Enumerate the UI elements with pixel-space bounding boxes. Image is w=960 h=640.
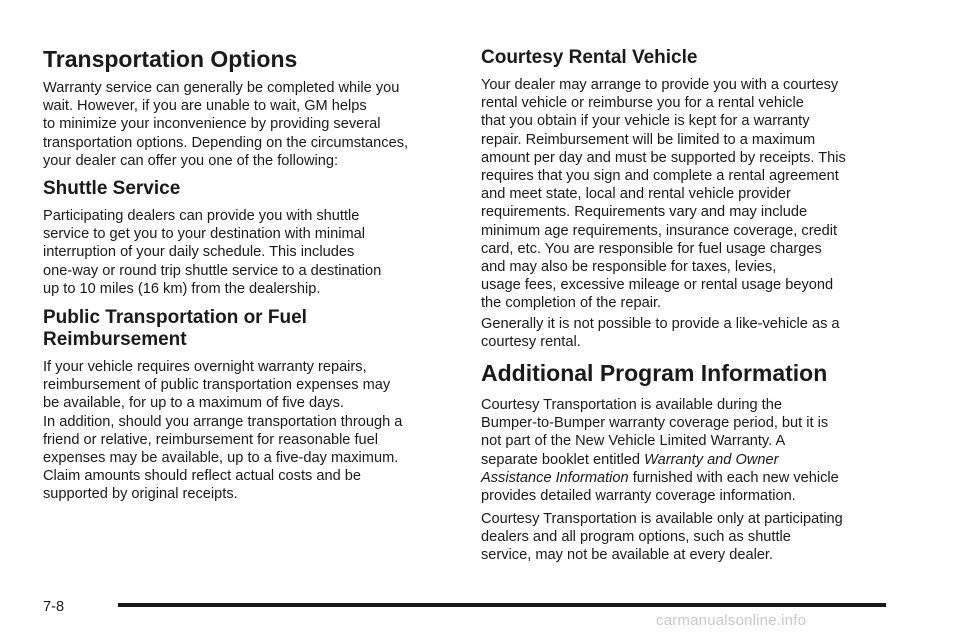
public-transportation-paragraph: [43, 358, 402, 504]
text-line: amount per day and must be supported by receipts. This: [481, 149, 846, 166]
footer-rule: [118, 603, 886, 607]
text-line: minimum age requirements, insurance coverage, credit: [481, 222, 838, 239]
additional-paragraph-2: [481, 510, 843, 565]
additional-paragraph: [481, 396, 839, 505]
text-line: usage fees, excessive mileage or rental usage beyond: [481, 277, 834, 294]
text-line: Bumper-to-Bumper warranty coverage period, but it is: [481, 415, 829, 432]
text-line: service to get you to your destination with minimal: [43, 226, 366, 243]
heading-line: Public Transportation or Fuel: [43, 307, 307, 328]
text-line: service, may not be available at every dealer.: [481, 547, 774, 564]
text-line: one-way or round trip shuttle service to a destination: [43, 262, 382, 279]
section-title-additional-program-information: Additional Program Information: [481, 360, 828, 386]
rental-paragraph-2: [481, 315, 840, 351]
text-plain: separate booklet entitled: [481, 451, 645, 468]
text-line: the completion of the repair.: [481, 295, 662, 312]
text-line: that you obtain if your vehicle is kept for a warranty: [481, 113, 810, 130]
text-line: provides detailed warranty coverage information.: [481, 488, 796, 505]
text-line: and may also be responsible for taxes, levies,: [481, 259, 777, 276]
text-line: [481, 469, 839, 487]
text-line: Courtesy Transportation is available during the: [481, 397, 782, 413]
text-line: and meet state, local and rental vehicle provider: [481, 186, 791, 203]
text-line: Courtesy Transportation is available only at participating: [481, 511, 843, 527]
heading-shuttle-service: Shuttle Service: [43, 178, 181, 199]
text-line: If your vehicle requires overnight warranty repairs,: [43, 359, 367, 375]
section-title-transportation-options: Transportation Options: [43, 46, 298, 72]
text-line: Warranty service can generally be completed while you: [43, 80, 400, 96]
text-line: transportation options. Depending on the circumstances,: [43, 134, 409, 151]
text-line: courtesy rental.: [481, 334, 581, 351]
text-line: dealers and all program options, such as shuttle: [481, 529, 791, 546]
text-line: your dealer can offer you one of the following:: [43, 152, 339, 169]
rental-paragraph: [481, 76, 846, 313]
booklet-title-italic: Assistance Information: [481, 469, 629, 486]
text-line: In addition, should you arrange transportation through a: [43, 413, 403, 430]
text-line: friend or relative, reimbursement for reasonable fuel: [43, 431, 379, 448]
intro-paragraph: [43, 79, 408, 170]
text-line: requirements. Requirements vary and may include: [481, 204, 808, 221]
shuttle-paragraph: [43, 207, 381, 298]
watermark: carmanualsonline.info: [656, 612, 807, 629]
text-line: Participating dealers can provide you with shuttle: [43, 208, 360, 224]
text-line: rental vehicle or reimburse you for a rental vehicle: [481, 95, 804, 112]
text-line: Claim amounts should reflect actual costs and be: [43, 468, 361, 485]
heading-public-transportation: [43, 307, 307, 351]
text-line: Generally it is not possible to provide a like-vehicle as a: [481, 316, 840, 332]
heading-line: Reimbursement: [43, 329, 187, 350]
heading-courtesy-rental-vehicle: Courtesy Rental Vehicle: [481, 47, 698, 68]
text-line: to minimize your inconvenience by providing several: [43, 116, 381, 133]
text-line: up to 10 miles (16 km) from the dealership.: [43, 280, 321, 297]
text-plain: furnished with each new vehicle: [628, 469, 839, 486]
booklet-title-italic: Warranty and Owner: [644, 451, 779, 468]
text-line: interruption of your daily schedule. This includes: [43, 244, 355, 261]
text-line: repair. Reimbursement will be limited to a maximum: [481, 131, 816, 148]
text-line: card, etc. You are responsible for fuel usage charges: [481, 240, 822, 257]
text-line: [481, 451, 839, 469]
text-line: wait. However, if you are unable to wait, GM helps: [43, 98, 367, 115]
text-line: supported by original receipts.: [43, 486, 238, 503]
text-line: not part of the New Vehicle Limited Warranty. A: [481, 433, 786, 450]
text-line: reimbursement of public transportation expenses may: [43, 377, 391, 394]
text-line: expenses may be available, up to a five-day maximum.: [43, 450, 399, 467]
text-line: Your dealer may arrange to provide you with a courtesy: [481, 77, 839, 93]
text-line: be available, for up to a maximum of five days.: [43, 395, 344, 412]
page-number: 7-8: [43, 599, 65, 615]
text-line: requires that you sign and complete a rental agreement: [481, 168, 839, 185]
